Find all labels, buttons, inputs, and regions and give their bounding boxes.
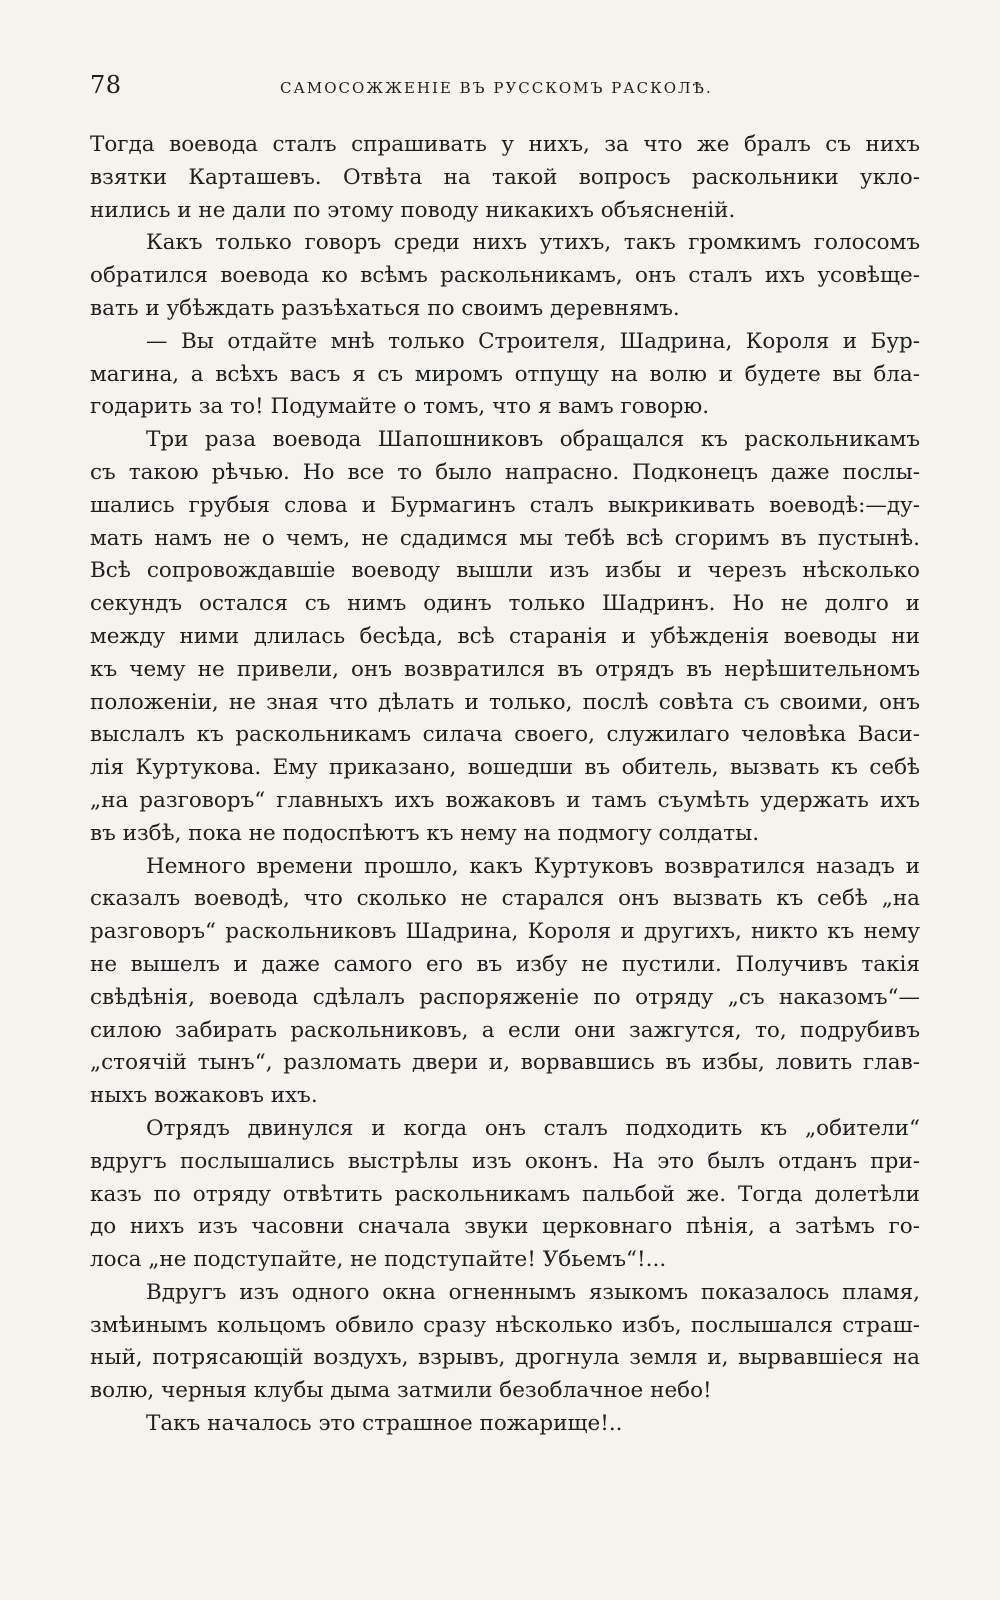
text-line: волю, черныя клубы дыма затмили безоблачное небо! xyxy=(90,1378,712,1404)
page-number: 78 xyxy=(90,71,122,99)
text-line: обратился воевода ко всѣмъ раскольникамъ, онъ сталъ ихъ усовѣще- xyxy=(90,263,920,289)
text-line: лоса „не подступайте, не подступайте! Убьемъ“!... xyxy=(90,1247,667,1273)
text-line: положеніи, не зная что дѣлать и только, послѣ совѣта съ своими, онъ xyxy=(90,689,920,715)
text-line: „на разговоръ“ главныхъ ихъ вожаковъ и тамъ съумѣть удержать ихъ xyxy=(90,787,920,813)
body-text xyxy=(90,129,920,1441)
text-line: вать и убѣждать разъѣхаться по своимъ деревнямъ. xyxy=(90,295,680,321)
text-line: нились и не дали по этому поводу никакихъ объясненій. xyxy=(90,197,736,223)
text-line: разговоръ“ раскольниковъ Шадрина, Короля и другихъ, никто къ нему xyxy=(90,919,920,945)
text-line: годарить за то! Подумайте о томъ, что я вамъ говорю. xyxy=(90,394,710,420)
page-header xyxy=(90,70,910,110)
text-line: силою забирать раскольниковъ, а если они зажгутся, то, подрубивъ xyxy=(90,1017,920,1043)
text-line: мать намъ не о чемъ, не сдадимся мы тебѣ всѣ сгоримъ въ пустынѣ. xyxy=(90,525,920,551)
paragraph-first-line: Отрядъ двинулся и когда онъ сталъ подходить къ „обители“ xyxy=(146,1115,920,1141)
paragraph-first-line: Немного времени прошло, какъ Куртуковъ возвратился назадъ и xyxy=(146,853,920,879)
text-line: лія Куртукова. Ему приказано, вошедши въ обитель, вызвать къ себѣ xyxy=(90,755,920,781)
text-line: къ чему не привели, онъ возвратился въ отрядъ въ нерѣшительномъ xyxy=(90,656,920,682)
text-line: магина, а всѣхъ васъ я съ миромъ отпущу на волю и будете вы бла- xyxy=(90,361,920,387)
text-line: свѣдѣнія, воевода сдѣлалъ распоряженіе по отряду „съ наказомъ“— xyxy=(90,984,920,1010)
text-line: шались грубыя слова и Бурмагинъ сталъ выкрикивать воеводѣ:—ду- xyxy=(90,492,920,518)
paragraph-first-line: Три раза воевода Шапошниковъ обращался къ раскольникамъ xyxy=(146,427,920,453)
text-line: выслалъ къ раскольникамъ силача своего, служилаго человѣка Васи- xyxy=(90,722,920,748)
text-line: сказалъ воеводѣ, что сколько не старался онъ вызвать къ себѣ „на xyxy=(90,886,920,912)
text-line: Всѣ сопровождавшіе воеводу вышли изъ избы и черезъ нѣсколько xyxy=(90,558,920,584)
paragraph-first-line: — Вы отдайте мнѣ только Строителя, Шадрина, Короля и Бур- xyxy=(146,328,920,354)
text-line: не вышелъ и даже самого его въ избу не пустили. Получивъ такія xyxy=(90,951,920,977)
text-line: въ избѣ, пока не подоспѣютъ къ нему на подмогу солдаты. xyxy=(90,820,760,846)
paragraph-first-line: Вдругъ изъ одного окна огненнымъ языкомъ показалось пламя, xyxy=(146,1279,920,1305)
text-line: ный, потрясающій воздухъ, взрывъ, дрогнула земля и, вырвавшіеся на xyxy=(90,1345,920,1371)
paragraph-first-line: Такъ началось это страшное пожарище!.. xyxy=(146,1411,623,1437)
paragraph-first-line: Какъ только говоръ среди нихъ утихъ, такъ громкимъ голосомъ xyxy=(146,230,920,256)
text-line: Тогда воевода сталъ спрашивать у нихъ, за что же бралъ съ нихъ xyxy=(90,132,920,157)
running-head: САМОСОЖЖЕНІЕ ВЪ РУССКОМЪ РАСКОЛѢ. xyxy=(280,79,713,97)
text-line: съ такою рѣчью. Но все то было напрасно. Подконецъ даже послы- xyxy=(90,459,920,485)
text-line: до нихъ изъ часовни сначала звуки церковнаго пѣнія, а затѣмъ го- xyxy=(90,1214,920,1240)
text-line: взятки Карташевъ. Отвѣта на такой вопросъ раскольники укло- xyxy=(90,164,920,190)
text-line: казъ по отряду отвѣтить раскольникамъ пальбой же. Тогда долетѣли xyxy=(90,1181,920,1207)
text-line: ныхъ вожаковъ ихъ. xyxy=(90,1083,318,1109)
text-line: „стоячій тынъ“, разломать двери и, ворвавшись въ избы, ловить глав- xyxy=(90,1050,920,1076)
text-line: вдругъ послышались выстрѣлы изъ оконъ. На это былъ отданъ при- xyxy=(90,1148,920,1174)
text-line: между ними длилась бесѣда, всѣ старанія и убѣжденія воеводы ни xyxy=(90,623,920,649)
text-line: змѣинымъ кольцомъ обвило сразу нѣсколько избъ, послышался страш- xyxy=(90,1312,920,1338)
text-line: секундъ остался съ нимъ одинъ только Шадринъ. Но не долго и xyxy=(90,591,920,617)
